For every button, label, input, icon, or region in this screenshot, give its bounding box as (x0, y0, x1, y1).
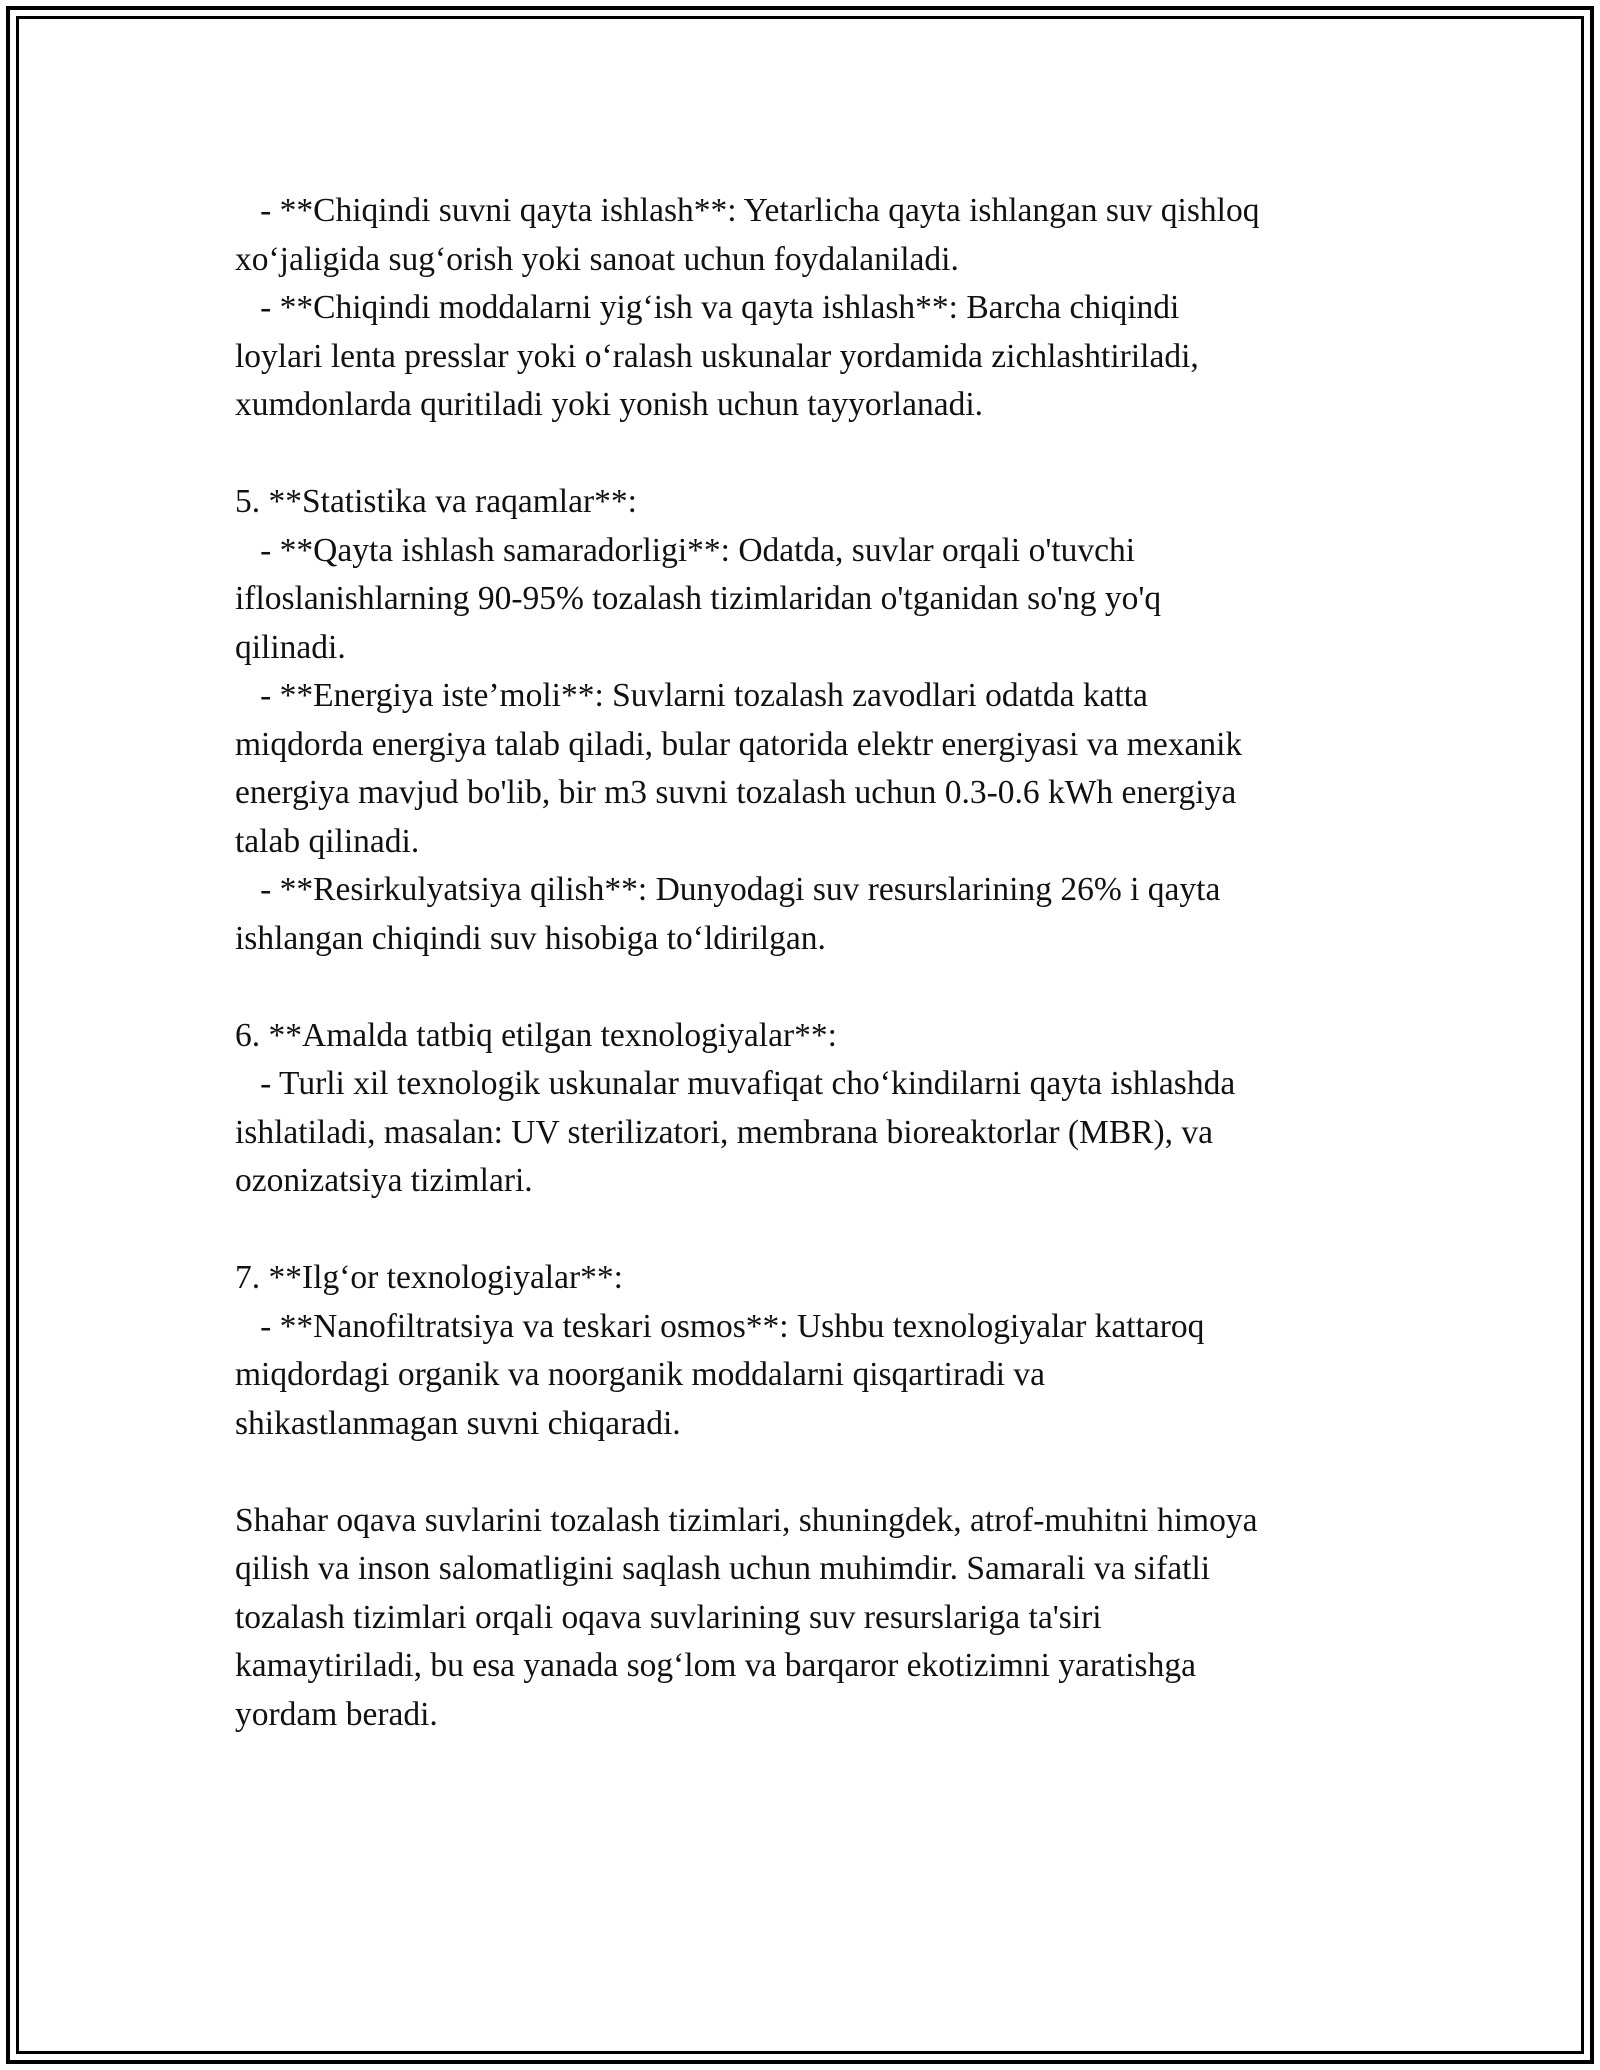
list-item (235, 527, 1415, 673)
text-line: ifloslanishlarning 90-95% tozalash tizimlaridan o'tganidan so'ng yo'q (235, 580, 1162, 617)
text-line: ishlangan chiqindi suv hisobiga to‘ldirilgan. (235, 919, 826, 957)
list-item (235, 187, 1415, 284)
section-heading (235, 1254, 1415, 1303)
text-line: ishlatiladi, masalan: UV sterilizatori, membrana bioreaktorlar (MBR), va (235, 1113, 1214, 1151)
text-line: yordam beradi. (235, 1695, 438, 1733)
blank-line (235, 1448, 1415, 1497)
text-line: xumdonlarda quritiladi yoki yonish uchun tayyorlanadi. (235, 386, 984, 423)
text-line: qilish va inson salomatligini saqlash uchun muhimdir. Samarali va sifatli (235, 1550, 1211, 1587)
text-line: - **Resirkulyatsiya qilish**: Dunyodagi suv resurslarining 26% i qayta (235, 871, 1221, 908)
list-item (235, 672, 1415, 866)
text-line: - **Energiya iste’moli**: Suvlarni tozalash zavodlari odatda katta (235, 677, 1148, 714)
text-line: shikastlanmagan suvni chiqaradi. (235, 1404, 681, 1442)
text-line: 6. **Amalda tatbiq etilgan texnologiyalar**: (235, 1016, 837, 1054)
blank-line (235, 430, 1415, 479)
blank-line (235, 963, 1415, 1012)
blank-line (235, 1206, 1415, 1255)
text-line: tozalash tizimlari orqali oqava suvlarining suv resurslariga ta'siri (235, 1598, 1102, 1636)
text-line: ozonizatsiya tizimlari. (235, 1162, 533, 1199)
text-line: xo‘jaligida sug‘orish yoki sanoat uchun foydalaniladi. (235, 240, 959, 278)
text-line: Shahar oqava suvlarini tozalash tizimlari, shuningdek, atrof-muhitni himoya (235, 1501, 1258, 1539)
text-line: - **Chiqindi suvni qayta ishlash**: Yetarlicha qayta ishlangan suv qishloq (235, 192, 1260, 229)
paragraph (235, 1497, 1415, 1740)
text-line: kamaytiriladi, bu esa yanada sog‘lom va barqaror ekotizimni yaratishga (235, 1647, 1196, 1684)
text-line: - **Qayta ishlash samaradorligi**: Odatda, suvlar orqali o'tuvchi (235, 531, 1136, 569)
text-line: 7. **Ilg‘or texnologiyalar**: (235, 1259, 623, 1296)
text-line: - Turli xil texnologik uskunalar muvafiqat cho‘kindilarni qayta ishlashda (235, 1065, 1236, 1102)
list-item (235, 284, 1415, 430)
text-line: talab qilinadi. (235, 822, 420, 860)
list-item (235, 1303, 1415, 1449)
text-line: miqdordagi organik va noorganik moddalarni qisqartiradi va (235, 1356, 1046, 1393)
text-line: - **Nanofiltratsiya va teskari osmos**: Ushbu texnologiyalar kattaroq (235, 1307, 1205, 1345)
text-line: miqdorda energiya talab qiladi, bular qatorida elektr energiyasi va mexanik (235, 725, 1243, 763)
text-line: energiya mavjud bo'lib, bir m3 suvni tozalash uchun 0.3-0.6 kWh energiya (235, 774, 1237, 811)
text-line: loylari lenta presslar yoki o‘ralash uskunalar yordamida zichlashtiriladi, (235, 337, 1199, 375)
section-heading (235, 1012, 1415, 1061)
text-line: - **Chiqindi moddalarni yig‘ish va qayta ishlash**: Barcha chiqindi (235, 289, 1180, 326)
list-item (235, 866, 1415, 963)
document-body (235, 187, 1415, 1739)
section-heading (235, 478, 1415, 527)
text-line: 5. **Statistika va raqamlar**: (235, 483, 637, 520)
text-line: qilinadi. (235, 628, 346, 666)
list-item (235, 1060, 1415, 1206)
